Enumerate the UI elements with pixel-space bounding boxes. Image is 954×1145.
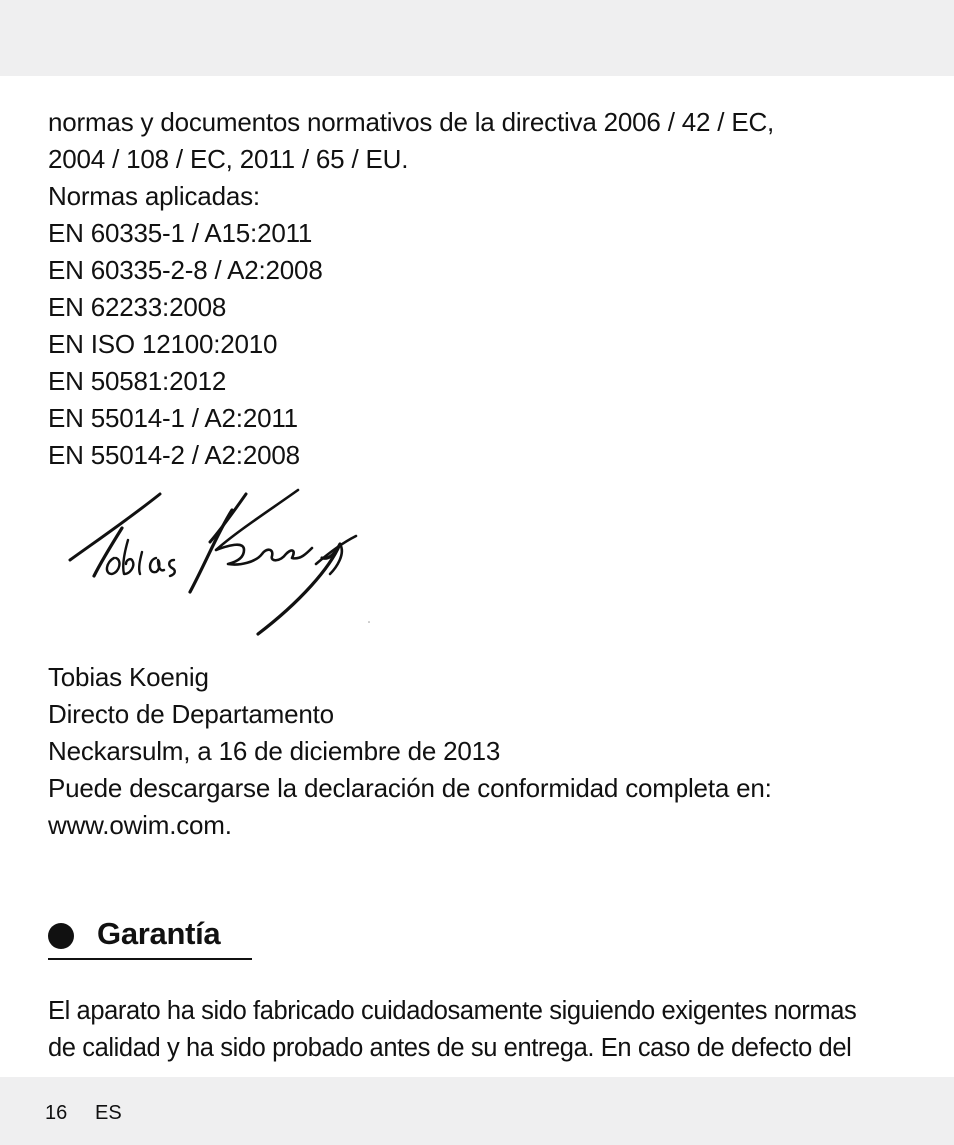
filled-circle-bullet-icon — [48, 923, 74, 949]
standards-list — [48, 104, 928, 474]
standard-item: EN 62233:2008 — [48, 292, 227, 322]
standard-item: EN 60335-1 / A15:2011 — [48, 218, 313, 248]
section-title: Garantía — [97, 916, 221, 951]
place-and-date: Neckarsulm, a 16 de diciembre de 2013 — [48, 736, 501, 766]
language-code: ES — [95, 1102, 122, 1124]
standard-item: EN ISO 12100:2010 — [48, 329, 278, 359]
signatory-title: Directo de Departamento — [48, 699, 334, 729]
standard-item: EN 50581:2012 — [48, 366, 227, 396]
handwritten-signature-icon — [60, 484, 380, 644]
page-footer-bar — [0, 1077, 954, 1145]
warranty-paragraph — [48, 993, 928, 1067]
download-url: www.owim.com. — [48, 810, 232, 840]
warranty-line-2: de calidad y ha sido probado antes de su entrega. En caso de defecto del — [48, 1034, 852, 1062]
directive-line-2: 2004 / 108 / EC, 2011 / 65 / EU. — [48, 144, 409, 174]
warranty-line-1: El aparato ha sido fabricado cuidadosamente siguiendo exigentes normas — [48, 997, 857, 1025]
standard-item: EN 60335-2-8 / A2:2008 — [48, 255, 323, 285]
signatory-name: Tobias Koenig — [48, 662, 209, 692]
page-header-bar — [0, 0, 954, 76]
signatory-details — [48, 659, 928, 844]
page-number: 16 — [45, 1102, 68, 1124]
standard-item: EN 55014-1 / A2:2011 — [48, 403, 298, 433]
standard-item: EN 55014-2 / A2:2008 — [48, 440, 300, 470]
directive-line-1: normas y documentos normativos de la directiva 2006 / 42 / EC, — [48, 107, 775, 137]
section-heading-warranty — [48, 912, 252, 960]
applied-standards-label: Normas aplicadas: — [48, 181, 260, 211]
download-note: Puede descargarse la declaración de conformidad completa en: — [48, 773, 772, 803]
